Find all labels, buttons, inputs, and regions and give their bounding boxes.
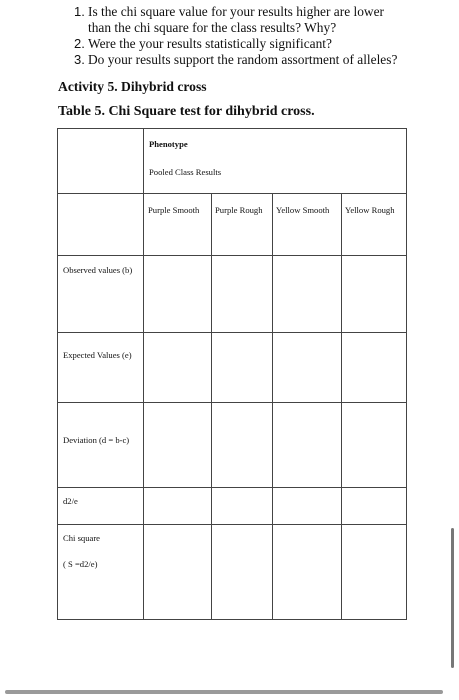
row-label: Expected Values (e) bbox=[63, 350, 132, 360]
question-item bbox=[64, 4, 454, 36]
row-label: Observed values (b) bbox=[63, 265, 133, 275]
question-item bbox=[64, 36, 454, 52]
question-item bbox=[64, 52, 454, 68]
table-title: Table 5. Chi Square test for dihybrid cross. bbox=[58, 104, 315, 119]
pooled-class-results-label: Pooled Class Results bbox=[149, 167, 222, 177]
question-text-line: Is the chi square value for your results higher are lower bbox=[88, 4, 384, 19]
table-rule bbox=[211, 193, 212, 619]
chi-square-label: Chi square bbox=[63, 533, 100, 543]
question-number: 2. bbox=[74, 36, 85, 51]
table-rule bbox=[58, 402, 406, 403]
phenotype-label: Phenotype bbox=[149, 139, 188, 149]
chi-square-formula: ( S =d2/e) bbox=[63, 559, 98, 569]
question-number: 3. bbox=[74, 52, 85, 67]
row-label: d2/e bbox=[63, 496, 78, 506]
question-list bbox=[64, 4, 454, 68]
activity-heading: Activity 5. Dihybrid cross bbox=[58, 79, 207, 94]
column-header: Yellow Rough bbox=[345, 205, 395, 215]
row-label: Deviation (d = b-c) bbox=[63, 435, 130, 445]
column-header: Purple Rough bbox=[215, 205, 263, 215]
chi-square-table bbox=[57, 128, 407, 620]
question-text-line: Do your results support the random assortment of alleles? bbox=[88, 52, 398, 67]
table-rule bbox=[58, 332, 406, 333]
question-text-line: than the chi square for the class results? Why? bbox=[88, 20, 337, 35]
horizontal-scrollbar[interactable] bbox=[5, 690, 443, 694]
table-rule bbox=[341, 193, 342, 619]
table-rule bbox=[143, 129, 144, 619]
table-rule bbox=[272, 193, 273, 619]
table-rule bbox=[58, 193, 406, 194]
table-rule bbox=[58, 524, 406, 525]
table-rule bbox=[58, 487, 406, 488]
vertical-scrollbar[interactable] bbox=[451, 528, 454, 668]
column-header: Purple Smooth bbox=[148, 205, 200, 215]
column-header: Yellow Smooth bbox=[276, 205, 330, 215]
question-number: 1. bbox=[74, 4, 85, 19]
question-text-line: Were the your results statistically significant? bbox=[88, 36, 332, 51]
table-rule bbox=[58, 255, 406, 256]
